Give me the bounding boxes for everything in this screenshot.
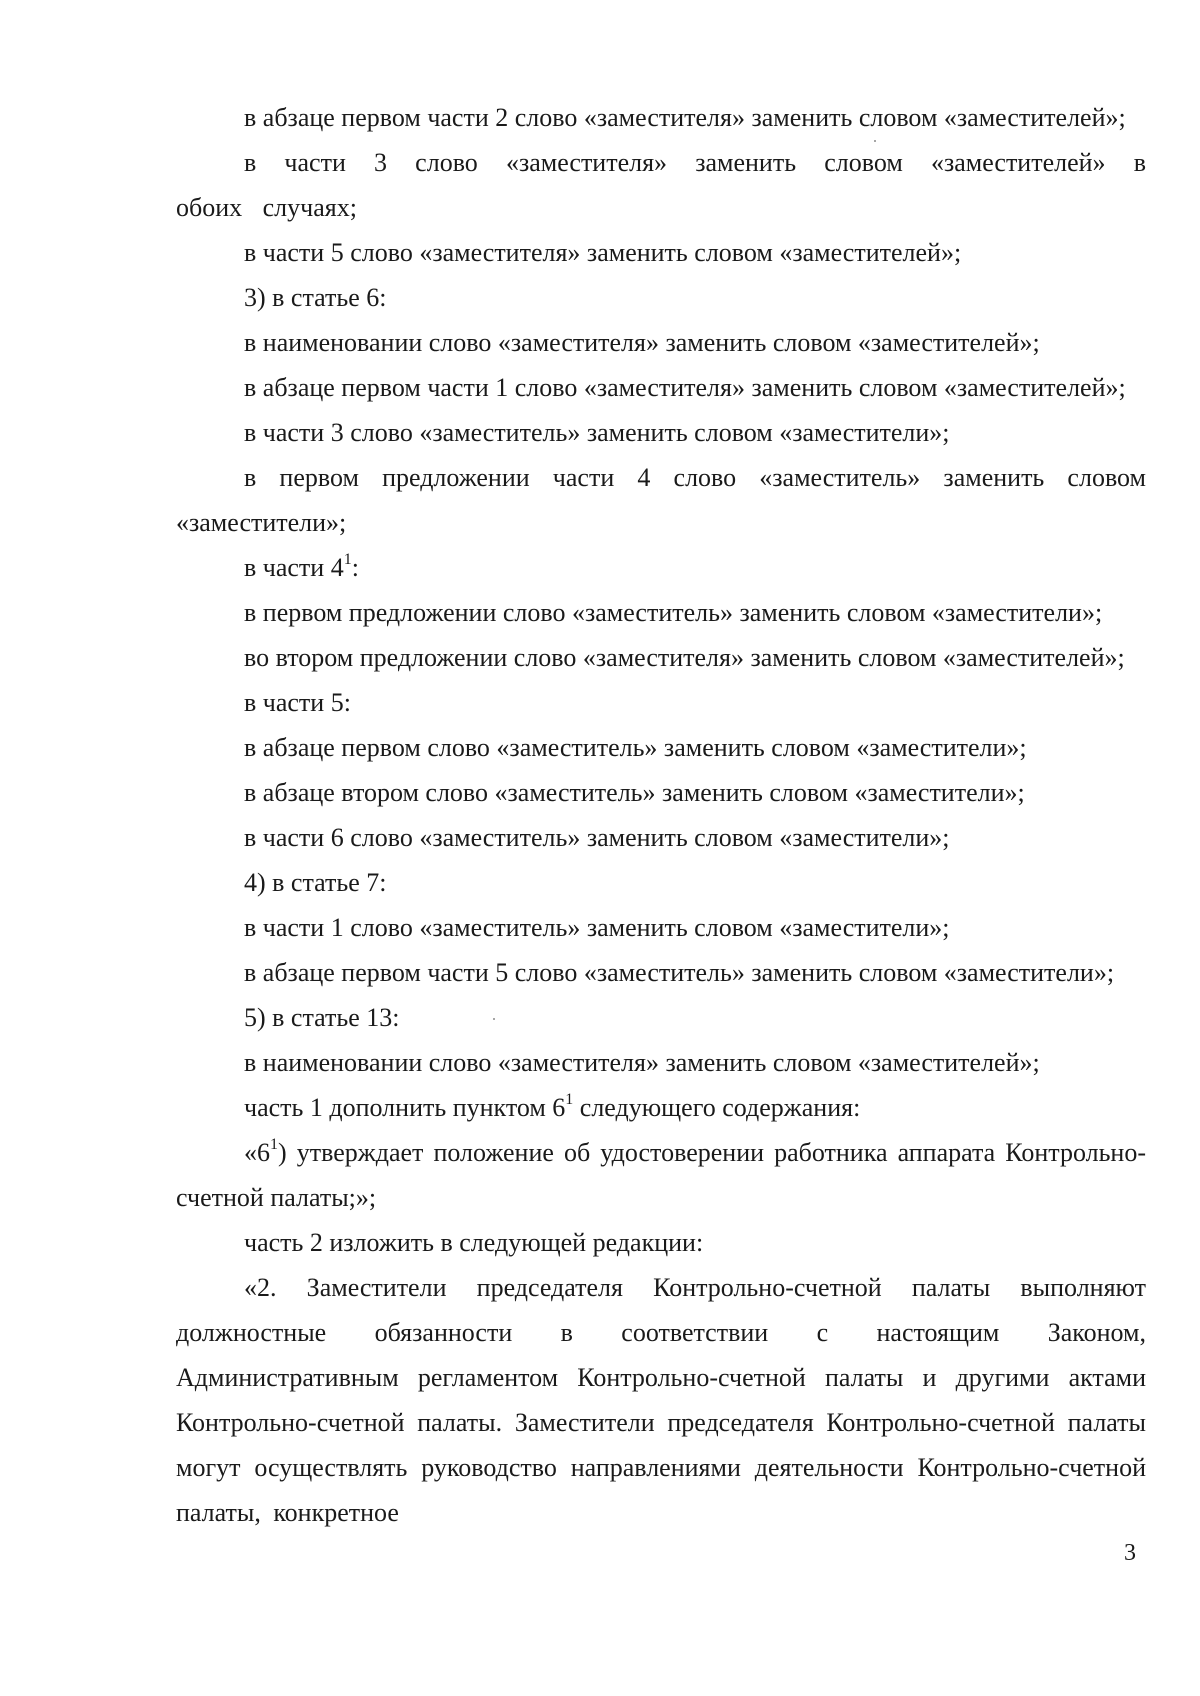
paragraph: часть 2 изложить в следующей редакции: <box>244 1228 704 1257</box>
paragraph-text: часть 1 дополнить пунктом 6 <box>244 1093 566 1122</box>
scan-speck <box>493 1018 495 1020</box>
paragraph: в абзаце первом части 1 слово «заместителя» заменить словом «заместителей»; <box>244 373 1126 402</box>
paragraph-text: следующего содержания: <box>573 1093 861 1122</box>
superscript: 1 <box>270 1136 278 1154</box>
article-item: 3) в статье 6: <box>244 283 387 312</box>
article-item: 5) в статье 13: <box>244 1003 400 1032</box>
paragraph: в абзаце первом части 2 слово «заместителя» заменить словом «заместителей»; <box>244 103 1126 132</box>
paragraph: в наименовании слово «заместителя» заменить словом «заместителей»; <box>244 328 1040 357</box>
superscript: 1 <box>343 551 352 569</box>
scan-speck <box>874 140 876 142</box>
paragraph: в части 5 слово «заместителя» заменить словом «заместителей»; <box>244 238 962 267</box>
paragraph-text: в части 4 <box>244 553 344 582</box>
paragraph-text: : <box>351 553 359 582</box>
paragraph-text: «6 <box>244 1138 270 1167</box>
paragraph: в абзаце первом слово «заместитель» заменить словом «заместители»; <box>244 733 1027 762</box>
paragraph-text: ) утверждает положение об удостоверении работника аппарата Контрольно-счетной палаты;»; <box>176 1138 1146 1212</box>
paragraph <box>176 1085 1146 1130</box>
paragraph: во втором предложении слово «заместителя» заменить словом «заместителей»; <box>244 643 1125 672</box>
paragraph: в абзаце втором слово «заместитель» заменить словом «заместители»; <box>244 778 1025 807</box>
paragraph: «2. Заместители председателя Контрольно-счетной палаты выполняют должностные обязанности в соответствии с настоящим Законом, Административным регламентом Контрольно-счетной палаты и другими актами Контрольно-счетной палаты. Заместители председателя Контрольно-счетной палаты могут осуществлять руководство направлениями деятельности Контрольно-счетной палаты, конкретное <box>176 1273 1146 1527</box>
paragraph: в наименовании слово «заместителя» заменить словом «заместителей»; <box>244 1048 1040 1077</box>
paragraph: в части 6 слово «заместитель» заменить словом «заместители»; <box>244 823 950 852</box>
paragraph: в части 5: <box>244 688 351 717</box>
document-body <box>176 95 1146 1535</box>
paragraph <box>176 1130 1146 1220</box>
paragraph: в первом предложении части 4 слово «заместитель» заменить словом «заместители»; <box>176 463 1146 537</box>
superscript: 1 <box>565 1091 574 1109</box>
paragraph <box>176 545 1146 590</box>
page-number: 3 <box>1124 1540 1136 1566</box>
article-item: 4) в статье 7: <box>244 868 387 897</box>
paragraph: в части 3 слово «заместитель» заменить словом «заместители»; <box>244 418 950 447</box>
paragraph: в абзаце первом части 5 слово «заместитель» заменить словом «заместители»; <box>244 958 1115 987</box>
paragraph: в части 3 слово «заместителя» заменить словом «заместителей» в обоих случаях; <box>176 148 1146 222</box>
paragraph: в части 1 слово «заместитель» заменить словом «заместители»; <box>244 913 950 942</box>
paragraph: в первом предложении слово «заместитель» заменить словом «заместители»; <box>244 598 1103 627</box>
